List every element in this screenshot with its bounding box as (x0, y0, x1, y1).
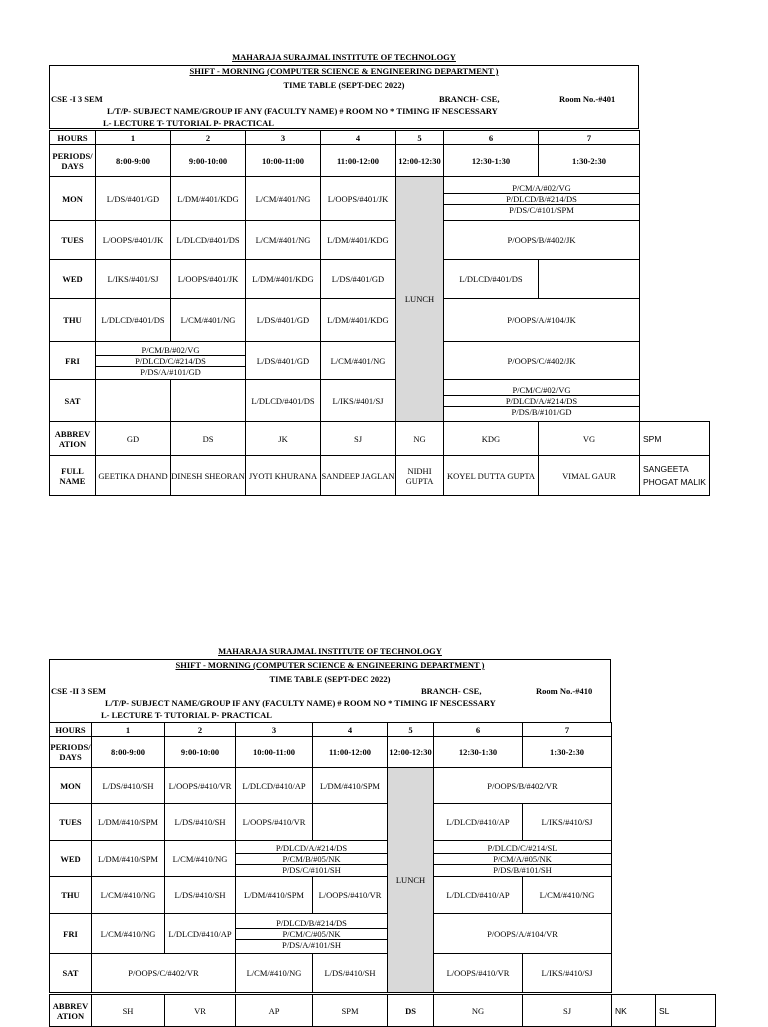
period-2: 9:00-10:00 (171, 145, 246, 177)
fullname-cell: SANDEEP JAGLAN (321, 456, 396, 496)
timetable-title: TIME TABLE (SEPT-DEC 2022) (283, 80, 405, 90)
practical-slot: P/DLCD/B/#214/DS (444, 194, 639, 205)
period-6: 12:30-1:30 (444, 145, 539, 177)
day-label: THU (50, 299, 96, 342)
schedule-table (49, 722, 612, 993)
timetable-title: TIME TABLE (SEPT-DEC 2022) (269, 674, 391, 684)
shift-title: SHIFT - MORNING (COMPUTER SCIENCE & ENGINEERING DEPARTMENT ) (175, 660, 485, 670)
fullname-cell: KOYEL DUTTA GUPTA (444, 456, 539, 496)
practical-slot: P/CM/C/#05/NK (236, 929, 387, 940)
period-2: 9:00-10:00 (165, 737, 236, 768)
day-label: WED (50, 260, 96, 299)
row-thu (50, 299, 640, 342)
room-label: Room No.-#410 (536, 686, 593, 696)
faculty-table (49, 421, 710, 496)
slot: L/DS/#410/SH (92, 768, 165, 804)
abbrev-cell: JK (246, 422, 321, 456)
row-mon (50, 177, 640, 221)
schedule-table (49, 130, 640, 422)
period-5: 12:00-12:30 (396, 145, 444, 177)
slot: L/DLCD/#410/AP (236, 768, 313, 804)
abbrev-cell: SPM (640, 422, 710, 456)
day-label: THU (50, 877, 92, 914)
semester-label: CSE -II 3 SEM (51, 686, 107, 696)
practical-slot: P/DLCD/A/#214/DS (236, 843, 387, 854)
practical-slot: P/DS/B/#101/GD (511, 406, 572, 417)
hour-5: 5 (388, 723, 434, 737)
slot: L/DM/#410/SPM (92, 804, 165, 841)
practical-slot: P/CM/C/#02/VG (444, 385, 639, 396)
abbrev-cell: NG (434, 995, 523, 1027)
institute-title: MAHARAJA SURAJMAL INSTITUTE OF TECHNOLOGY (218, 646, 442, 656)
abbrev-cell: SL (656, 995, 716, 1027)
slot: L/OOPS/#410/VR (236, 804, 313, 841)
practical-slot: P/DLCD/C/#214/DS (96, 356, 245, 367)
lunch-block: LUNCH (396, 177, 444, 422)
slot: P/OOPS/A/#104/JK (444, 299, 640, 342)
slot (539, 260, 640, 299)
day-label: TUES (50, 804, 92, 841)
hours-label: HOURS (50, 723, 92, 737)
abbrev-row (50, 995, 716, 1027)
slot: L/OOPS/#410/VR (313, 877, 388, 914)
slot: L/OOPS/#401/JK (321, 177, 396, 221)
practical-slot: P/DS/C/#101/SPM (509, 204, 574, 215)
branch-label: BRANCH- CSE, (439, 94, 500, 104)
slot: L/OOPS/#410/VR (165, 768, 236, 804)
slot: L/DLCD/#401/DS (444, 260, 539, 299)
day-label: MON (50, 177, 96, 221)
abbrev-label: ABBREV ATION (50, 995, 92, 1027)
slot: L/DM/#410/SPM (313, 768, 388, 804)
slot: L/OOPS/#410/VR (434, 954, 523, 993)
legend-types: L- LECTURE T- TUTORIAL P- PRACTICAL (103, 118, 274, 128)
fullname-cell: DINESH SHEORAN (171, 456, 246, 496)
slot: L/DM/#401/KDG (321, 299, 396, 342)
practical-group (236, 841, 388, 877)
fullname-cell: SANGEETA PHOGAT MALIK (640, 456, 710, 496)
row-wed (50, 260, 640, 299)
slot: L/DLCD/#401/DS (246, 380, 321, 422)
day-label: SAT (50, 954, 92, 993)
room-label: Room No.-#401 (559, 94, 616, 104)
hour-2: 2 (165, 723, 236, 737)
fullname-cell: VIMAL GAUR (539, 456, 640, 496)
slot: L/CM/#401/NG (321, 342, 396, 380)
abbrev-label: ABBREV ATION (50, 422, 96, 456)
day-label: TUES (50, 221, 96, 260)
practical-slot: P/DS/A/#101/GD (140, 366, 201, 377)
day-label: FRI (50, 914, 92, 954)
practical-slot: P/DLCD/B/#214/DS (236, 918, 387, 929)
practical-group (96, 342, 246, 380)
row-sat (50, 954, 612, 993)
hour-3: 3 (246, 131, 321, 145)
abbrev-cell: NK (612, 995, 656, 1027)
practical-slot: P/DS/B/#101/SH (493, 864, 552, 875)
periods-label: PERIODS/ DAYS (50, 737, 92, 768)
practical-slot: P/CM/A/#02/VG (444, 183, 639, 194)
slot: L/DLCD/#401/DS (171, 221, 246, 260)
practical-group (434, 841, 612, 877)
abbrev-cell: AP (236, 995, 313, 1027)
slot: L/DM/#410/SPM (92, 841, 165, 877)
slot: L/DM/#401/KDG (171, 177, 246, 221)
day-label: SAT (50, 380, 96, 422)
legend-line: L/T/P- SUBJECT NAME/GROUP IF ANY (FACULTY NAME) # ROOM NO * TIMING IF NESCESSARY (107, 106, 498, 116)
hour-6: 6 (444, 131, 539, 145)
practical-slot: P/DS/A/#101/SH (281, 939, 342, 950)
slot: L/CM/#410/NG (236, 954, 313, 993)
slot: L/CM/#410/NG (92, 914, 165, 954)
row-tue (50, 804, 612, 841)
hour-1: 1 (96, 131, 171, 145)
fullname-cell: GEETIKA DHAND (96, 456, 171, 496)
shift-title: SHIFT - MORNING (COMPUTER SCIENCE & ENGINEERING DEPARTMENT ) (189, 66, 499, 76)
practical-group (444, 177, 640, 221)
faculty-table (49, 994, 716, 1027)
slot: L/DLCD/#410/AP (165, 914, 236, 954)
slot: L/DS/#401/GD (96, 177, 171, 221)
abbrev-cell: SPM (313, 995, 388, 1027)
slot: P/OOPS/A/#104/VR (434, 914, 612, 954)
abbrev-cell: DS (171, 422, 246, 456)
lunch-block: LUNCH (388, 768, 434, 993)
period-3: 10:00-11:00 (246, 145, 321, 177)
semester-label: CSE -I 3 SEM (51, 94, 103, 104)
legend-types: L- LECTURE T- TUTORIAL P- PRACTICAL (101, 710, 272, 720)
abbrev-cell: SJ (523, 995, 612, 1027)
abbrev-cell: KDG (444, 422, 539, 456)
fullname-row (50, 456, 710, 496)
slot: L/IKS/#410/SJ (523, 804, 612, 841)
abbrev-row (50, 422, 710, 456)
hour-4: 4 (321, 131, 396, 145)
legend-line: L/T/P- SUBJECT NAME/GROUP IF ANY (FACULTY NAME) # ROOM NO * TIMING IF NESCESSARY (105, 698, 496, 708)
slot: L/DS/#410/SH (165, 804, 236, 841)
slot: L/DLCD/#410/AP (434, 877, 523, 914)
institute-title: MAHARAJA SURAJMAL INSTITUTE OF TECHNOLOGY (232, 52, 456, 62)
hours-label: HOURS (50, 131, 96, 145)
practical-slot: P/DLCD/A/#214/DS (444, 396, 639, 407)
abbrev-cell: SJ (321, 422, 396, 456)
slot: L/CM/#410/NG (523, 877, 612, 914)
slot: L/IKS/#401/SJ (96, 260, 171, 299)
slot: L/DS/#401/GD (321, 260, 396, 299)
row-tue (50, 221, 640, 260)
branch-label: BRANCH- CSE, (421, 686, 482, 696)
row-thu (50, 877, 612, 914)
slot: P/OOPS/B/#402/VR (434, 768, 612, 804)
slot: L/IKS/#401/SJ (321, 380, 396, 422)
day-label: MON (50, 768, 92, 804)
practical-slot: P/DS/C/#101/SH (282, 864, 341, 875)
slot: L/OOPS/#401/JK (171, 260, 246, 299)
slot: L/DLCD/#410/AP (434, 804, 523, 841)
row-fri (50, 342, 640, 380)
slot: L/DM/#401/KDG (321, 221, 396, 260)
hour-6: 6 (434, 723, 523, 737)
slot: L/CM/#401/NG (246, 221, 321, 260)
period-7: 1:30-2:30 (523, 737, 612, 768)
period-6: 12:30-1:30 (434, 737, 523, 768)
slot: L/DM/#401/KDG (246, 260, 321, 299)
fullname-cell: JYOTI KHURANA (246, 456, 321, 496)
abbrev-cell: NG (396, 422, 444, 456)
slot: L/DLCD/#401/DS (96, 299, 171, 342)
period-3: 10:00-11:00 (236, 737, 313, 768)
slot: L/OOPS/#401/JK (96, 221, 171, 260)
slot: L/DS/#401/GD (246, 342, 321, 380)
slot: L/CM/#410/NG (92, 877, 165, 914)
slot: L/DS/#410/SH (313, 954, 388, 993)
abbrev-cell: SH (92, 995, 165, 1027)
practical-group (444, 380, 640, 422)
day-label: WED (50, 841, 92, 877)
abbrev-cell: VG (539, 422, 640, 456)
period-1: 8:00-9:00 (96, 145, 171, 177)
row-fri (50, 914, 612, 954)
practical-slot: P/CM/B/#02/VG (96, 345, 245, 356)
slot: L/IKS/#410/SJ (523, 954, 612, 993)
hour-3: 3 (236, 723, 313, 737)
period-4: 11:00-12:00 (321, 145, 396, 177)
hour-1: 1 (92, 723, 165, 737)
period-4: 11:00-12:00 (313, 737, 388, 768)
slot: P/OOPS/C/#402/JK (444, 342, 640, 380)
abbrev-cell: GD (96, 422, 171, 456)
practical-slot: P/CM/A/#05/NK (434, 854, 611, 865)
hour-7: 7 (523, 723, 612, 737)
slot: L/CM/#410/NG (165, 841, 236, 877)
slot (171, 380, 246, 422)
practical-slot: P/CM/B/#05/NK (236, 854, 387, 865)
slot: L/CM/#401/NG (171, 299, 246, 342)
periods-label: PERIODS/ DAYS (50, 145, 96, 177)
practical-group (236, 914, 388, 954)
hour-5: 5 (396, 131, 444, 145)
slot (313, 804, 388, 841)
slot: L/DS/#410/SH (165, 877, 236, 914)
day-label: FRI (50, 342, 96, 380)
slot: P/OOPS/B/#402/JK (444, 221, 640, 260)
fullname-label: FULL NAME (50, 456, 96, 496)
hour-7: 7 (539, 131, 640, 145)
abbrev-cell: VR (165, 995, 236, 1027)
slot: L/DM/#410/SPM (236, 877, 313, 914)
slot: P/OOPS/C/#402/VR (92, 954, 236, 993)
practical-slot: P/DLCD/C/#214/SL (434, 843, 611, 854)
abbrev-cell: DS (388, 995, 434, 1027)
slot (96, 380, 171, 422)
row-mon (50, 768, 612, 804)
slot: L/CM/#401/NG (246, 177, 321, 221)
hour-4: 4 (313, 723, 388, 737)
slot: L/DS/#401/GD (246, 299, 321, 342)
hour-2: 2 (171, 131, 246, 145)
period-1: 8:00-9:00 (92, 737, 165, 768)
fullname-cell: NIDHI GUPTA (396, 456, 444, 496)
row-sat (50, 380, 640, 422)
period-5: 12:00-12:30 (388, 737, 434, 768)
row-wed (50, 841, 612, 877)
period-7: 1:30-2:30 (539, 145, 640, 177)
